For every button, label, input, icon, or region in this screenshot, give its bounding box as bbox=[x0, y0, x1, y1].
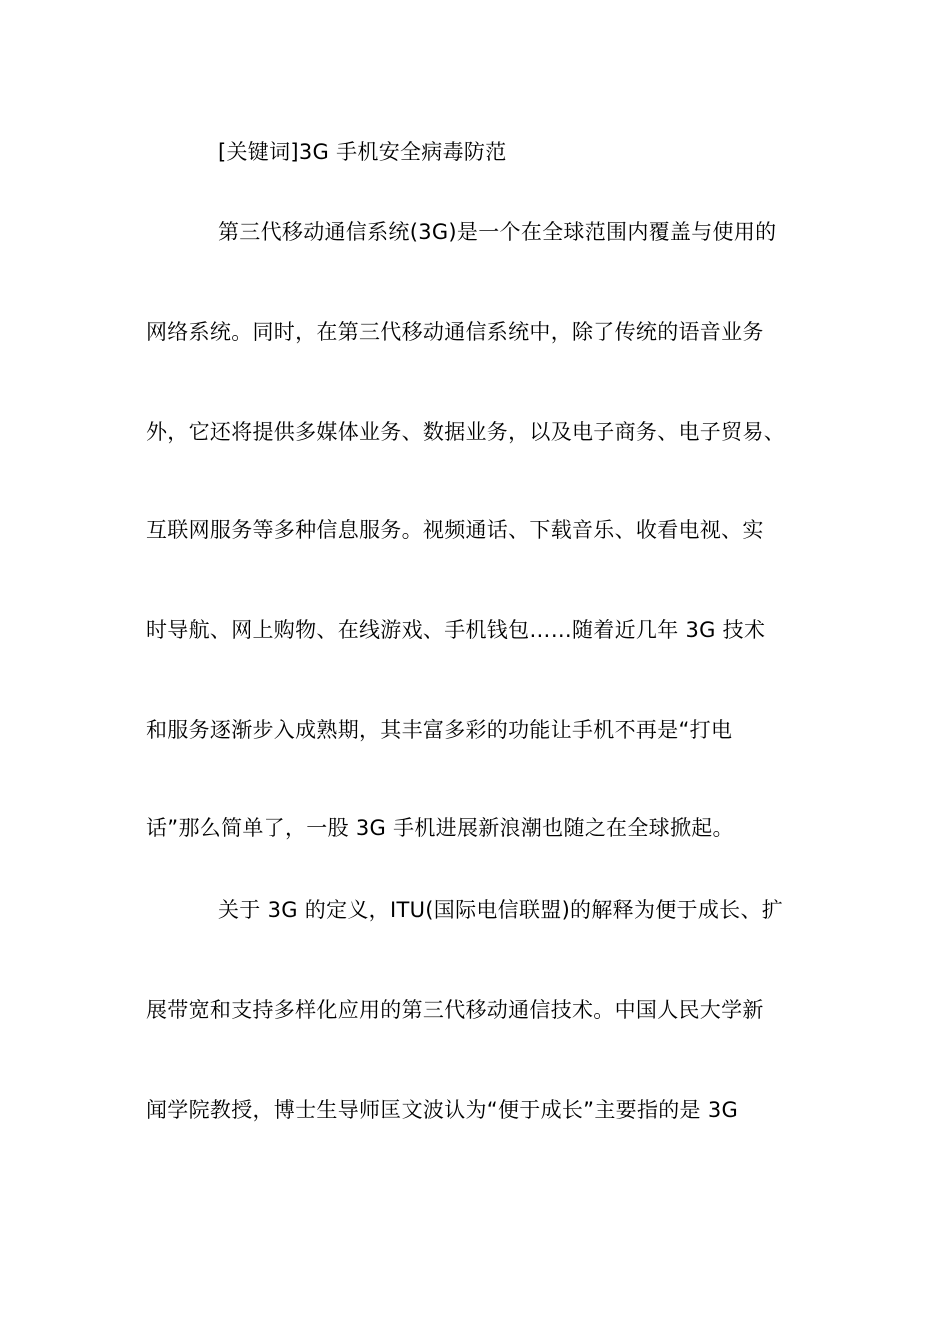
paragraph-1-line-6: 和服务逐渐步入成熟期，其丰富多彩的功能让手机不再是“打电 bbox=[146, 718, 733, 742]
paragraph-2-line-3: 闻学院教授，博士生导师匡文波认为“便于成长”主要指的是 3G bbox=[146, 1098, 739, 1122]
paragraph-2-line-1: 关于 3G 的定义，ITU(国际电信联盟)的解释为便于成长、扩 bbox=[218, 898, 784, 922]
paragraph-1-line-4: 互联网服务等多种信息服务。视频通话、下载音乐、收看电视、实 bbox=[146, 518, 764, 542]
paragraph-1-line-3: 外，它还将提供多媒体业务、数据业务，以及电子商务、电子贸易、 bbox=[146, 420, 785, 444]
keywords-line: [关键词]3G 手机安全病毒防范 bbox=[218, 140, 507, 164]
paragraph-2-line-2: 展带宽和支持多样化应用的第三代移动通信技术。中国人民大学新 bbox=[146, 998, 764, 1022]
paragraph-1-line-5: 时导航、网上购物、在线游戏、手机钱包……随着近几年 3G 技术 bbox=[146, 618, 766, 642]
paragraph-1-line-1: 第三代移动通信系统(3G)是一个在全球范围内覆盖与使用的 bbox=[218, 220, 777, 244]
paragraph-1-line-7: 话”那么简单了，一股 3G 手机进展新浪潮也随之在全球掀起。 bbox=[146, 816, 734, 840]
paragraph-1-line-2: 网络系统。同时，在第三代移动通信系统中，除了传统的语音业务 bbox=[146, 320, 764, 344]
